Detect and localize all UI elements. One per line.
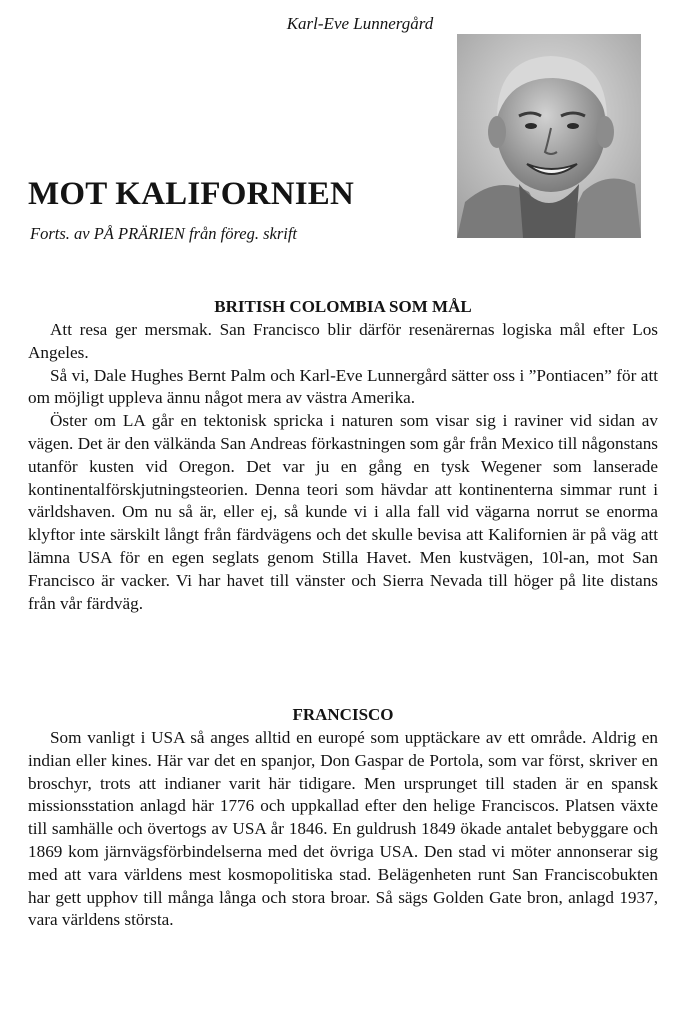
section-heading: FRANCISCO bbox=[292, 705, 394, 724]
paragraph: Som vanligt i USA så anges alltid en europé som upptäckare av ett område. Aldrig en indian eller kines. Här var det en spanjor, Don Gaspar de Portola, som var först, skriver en broschyr, trots att indianer varit här tidigare. Men ursprunget till staden är en spansk missionsstation anlagd här 1776 och uppkallad efter den helige Franciscos. Platsen växte till samhälle och övertogs av USA år 1846. En guldrush 1849 ökade antalet bebyggare och 1869 kom järnvägsförbindelserna med det övriga USA. Den stad vi möter annonserar sig med att vara världens mest kosmopolitiska stad. Belägenheten runt San Franciscobukten har gett upphov till många långa och stora broar. Så sägs Golden Gate bron, anlagd 1937, vara världens största. bbox=[28, 728, 658, 930]
article-subtitle: Forts. av PÅ PRÄRIEN från föreg. skrift bbox=[30, 224, 298, 243]
section-heading: BRITISH COLOMBIA SOM MÅL bbox=[214, 297, 472, 316]
paragraph: Så vi, Dale Hughes Bernt Palm och Karl-Eve Lunnergård sätter oss i ”Pontiacen” för att om möjligt uppleva ännu något mera av västra Amerika. bbox=[28, 365, 658, 408]
section-francisco bbox=[28, 705, 658, 932]
author-photo bbox=[457, 34, 641, 238]
paragraph: Öster om LA går en tektonisk spricka i naturen som visar sig i raviner vid sidan av vägen. Det är den välkända San Andreas förkastningen som går från Mexico till någonstans utanför kusten vid Oregon. Det var ju en gång en tysk Wegener som lanserade kontinentalförskjutningsteorien. Denna teori som hävdar att kontinenterna simmar runt i världshaven. Om nu så är, eller ej, så kunde vi i alla fall vid vägarna norrut se enorma klyftor inte särskilt långt från färdvägens och det skulle bevisa att Kalifornien är på väg att lämna USA för en egen seglats genom Stilla Havet. Men kustvägen, 10l-an, mot San Francisco är vacker. Vi har havet till vänster och Sierra Nevada till höger på lite distans från vår färdväg. bbox=[28, 411, 658, 613]
paragraph: Att resa ger mersmak. San Francisco blir därför resenärernas logiska mål efter Los Angeles. bbox=[28, 320, 658, 362]
article-title: MOT KALIFORNIEN bbox=[28, 176, 355, 212]
author-name: Karl-Eve Lunnergård bbox=[286, 14, 434, 33]
section-british-colombia bbox=[28, 297, 658, 615]
